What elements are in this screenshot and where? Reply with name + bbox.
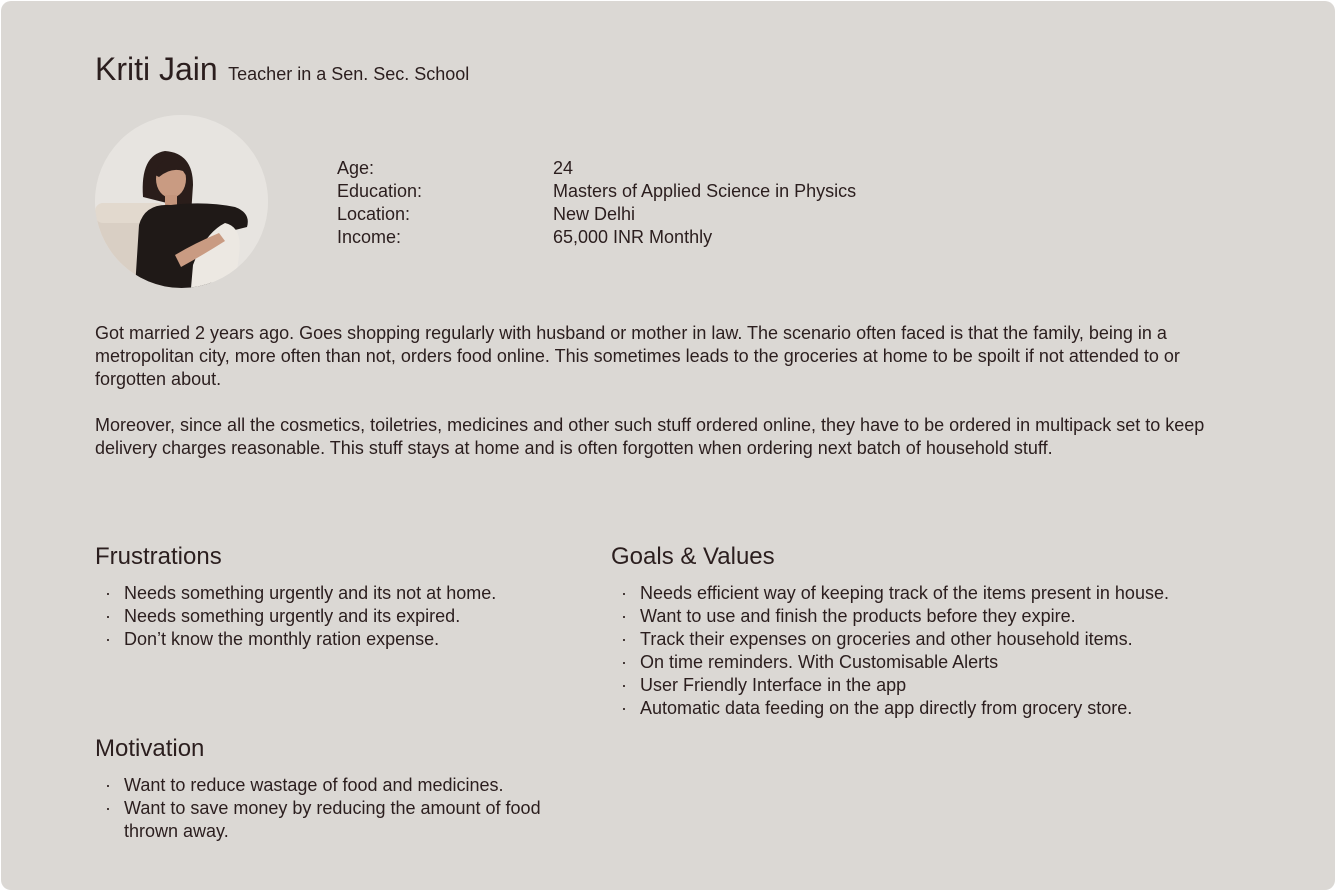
frustrations-section bbox=[95, 542, 575, 651]
detail-income bbox=[337, 226, 856, 249]
list-item-text: Automatic data feeding on the app directly from grocery store. bbox=[640, 698, 1133, 718]
list-item-text: Don’t know the monthly ration expense. bbox=[124, 629, 440, 649]
goals-section bbox=[611, 542, 1251, 720]
section-title: Goals & Values bbox=[611, 543, 775, 570]
bullet-icon: · bbox=[621, 675, 627, 695]
detail-label: Education: bbox=[337, 181, 423, 201]
bullet-icon: · bbox=[105, 583, 111, 603]
list-item-text: Want to reduce wastage of food and medicines. bbox=[124, 775, 504, 795]
list-item bbox=[611, 628, 1251, 651]
story-paragraph: Got married 2 years ago. Goes shopping regularly with husband or mother in law. The scenario often faced is that the family, being in a metropolitan city, more often than not, orders food online. This sometimes leads to the groceries at home to be spoilt if not attended to or forgotten about. bbox=[95, 323, 1180, 389]
detail-value: Masters of Applied Science in Physics bbox=[553, 181, 857, 201]
list-item-text: Track their expenses on groceries and other household items. bbox=[640, 629, 1133, 649]
list-item bbox=[611, 582, 1251, 605]
story-paragraph: Moreover, since all the cosmetics, toiletries, medicines and other such stuff ordered online, they have to be ordered in multipack set to keep delivery charges reasonable. This stuff stays at home and is often forgotten when ordering next batch of household stuff. bbox=[95, 415, 1205, 458]
list-item-text: Want to save money by reducing the amount of food thrown away. bbox=[124, 798, 541, 841]
persona-story bbox=[95, 322, 1255, 483]
motivation-list bbox=[95, 774, 555, 843]
list-item bbox=[95, 797, 555, 843]
list-item-text: On time reminders. With Customisable Alerts bbox=[640, 652, 999, 672]
list-item bbox=[611, 674, 1251, 697]
bullet-icon: · bbox=[621, 652, 627, 672]
list-item-text: Needs efficient way of keeping track of the items present in house. bbox=[640, 583, 1169, 603]
detail-label: Age: bbox=[337, 158, 375, 178]
detail-education bbox=[337, 180, 856, 203]
motivation-section bbox=[95, 734, 555, 843]
bullet-icon: · bbox=[105, 629, 111, 649]
bullet-icon: · bbox=[105, 606, 111, 626]
list-item bbox=[611, 605, 1251, 628]
bullet-icon: · bbox=[105, 798, 111, 818]
list-item bbox=[95, 628, 575, 651]
goals-list bbox=[611, 582, 1251, 720]
frustrations-list bbox=[95, 582, 575, 651]
detail-value: 24 bbox=[553, 158, 574, 178]
list-item-text: Needs something urgently and its expired. bbox=[124, 606, 461, 626]
list-item-text: Want to use and finish the products before they expire. bbox=[640, 606, 1076, 626]
bullet-icon: · bbox=[621, 698, 627, 718]
detail-label: Location: bbox=[337, 204, 411, 224]
list-item-text: User Friendly Interface in the app bbox=[640, 675, 907, 695]
bullet-icon: · bbox=[621, 606, 627, 626]
bullet-icon: · bbox=[621, 583, 627, 603]
bullet-icon: · bbox=[105, 775, 111, 795]
detail-age bbox=[337, 157, 856, 180]
persona-details bbox=[337, 157, 856, 249]
persona-name: Kriti Jain bbox=[95, 51, 218, 87]
section-title: Frustrations bbox=[95, 543, 222, 570]
list-item-text: Needs something urgently and its not at home. bbox=[124, 583, 497, 603]
persona-photo bbox=[95, 115, 268, 288]
detail-value: New Delhi bbox=[553, 204, 636, 224]
persona-role: Teacher in a Sen. Sec. School bbox=[228, 64, 470, 84]
persona-photo-icon bbox=[95, 115, 268, 288]
list-item bbox=[95, 582, 575, 605]
detail-value: 65,000 INR Monthly bbox=[553, 227, 713, 247]
detail-label: Income: bbox=[337, 227, 402, 247]
persona-header bbox=[95, 51, 469, 88]
list-item bbox=[95, 774, 555, 797]
detail-location bbox=[337, 203, 856, 226]
list-item bbox=[611, 697, 1251, 720]
section-title: Motivation bbox=[95, 735, 205, 762]
list-item bbox=[95, 605, 575, 628]
persona-card bbox=[1, 1, 1335, 890]
list-item bbox=[611, 651, 1251, 674]
bullet-icon: · bbox=[621, 629, 627, 649]
